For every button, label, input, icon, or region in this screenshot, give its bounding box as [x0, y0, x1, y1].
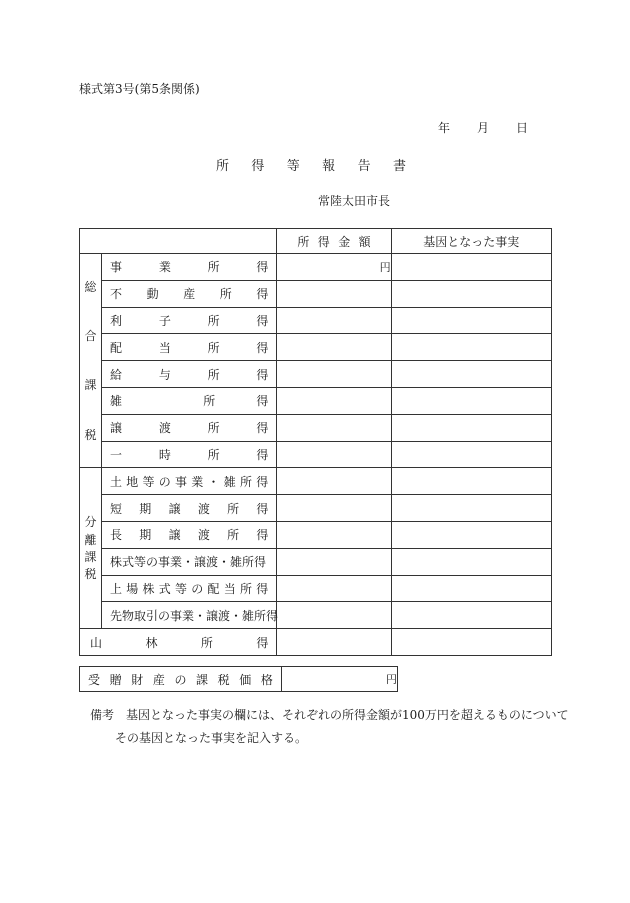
table-row	[80, 387, 552, 414]
reason-cell[interactable]	[391, 280, 551, 307]
label-char: 時	[158, 447, 171, 462]
label-char: 場	[126, 581, 139, 596]
header-char: 得	[317, 234, 330, 249]
amount-cell[interactable]	[277, 548, 391, 575]
label-char: 業	[191, 474, 204, 489]
table-row	[80, 602, 552, 629]
date-month-label: 月	[476, 121, 489, 135]
label-char: 得	[256, 581, 269, 596]
gift-value-table	[79, 666, 398, 692]
label-char: 得	[256, 447, 269, 462]
label-char: 土	[110, 474, 123, 489]
label-char: 課	[196, 672, 209, 687]
label-char: 得	[256, 635, 269, 650]
reason-cell[interactable]	[391, 548, 551, 575]
label-char: 子	[158, 313, 171, 328]
reason-cell[interactable]	[391, 387, 551, 414]
row-label	[102, 387, 277, 414]
title-char: 得	[251, 159, 265, 174]
label-char: 事	[175, 474, 188, 489]
label-char: 得	[256, 474, 269, 489]
group-char: 分	[84, 515, 97, 530]
label-char: 所	[227, 528, 240, 543]
header-reason-cell: 基因となった事実	[391, 229, 551, 254]
row-label	[102, 414, 277, 441]
label-char: 動	[146, 287, 159, 302]
gift-label	[80, 667, 282, 692]
label-char: 短	[110, 501, 123, 516]
label-char: 事	[110, 260, 123, 275]
header-amount-cell	[277, 229, 391, 254]
label-char: 渡	[197, 501, 210, 516]
amount-cell[interactable]	[277, 414, 391, 441]
row-label	[102, 280, 277, 307]
amount-cell[interactable]	[277, 334, 391, 361]
label-char: 税	[217, 672, 230, 687]
label-char: 産	[152, 672, 165, 687]
table-row	[80, 468, 552, 495]
label-char: 価	[239, 672, 252, 687]
label-char: 長	[110, 528, 123, 543]
label-text: 株式等の事業・譲渡・雑所得	[110, 555, 267, 570]
table-row	[80, 307, 552, 334]
title-char: 書	[392, 159, 406, 174]
label-char: 譲	[110, 421, 123, 436]
label-char: 不	[110, 287, 123, 302]
title-char: 等	[286, 159, 300, 174]
group-char: 総	[84, 279, 97, 294]
amount-cell[interactable]	[277, 361, 391, 388]
label-char: 山	[90, 635, 103, 650]
table-row	[80, 629, 552, 656]
label-char: 株	[142, 581, 155, 596]
row-label	[102, 575, 277, 602]
label-char: 業	[158, 260, 171, 275]
row-label	[102, 548, 277, 575]
label-char: 所	[240, 474, 253, 489]
reason-cell[interactable]	[391, 602, 551, 629]
label-char: 渡	[197, 528, 210, 543]
table-row	[80, 361, 552, 388]
title-char: 報	[322, 159, 336, 174]
label-char: 雑	[223, 474, 236, 489]
label-char: の	[174, 672, 187, 687]
row-label	[102, 307, 277, 334]
label-char: 所	[207, 447, 220, 462]
label-char: 式	[158, 581, 171, 596]
header-char: 金	[338, 234, 351, 249]
label-char: 所	[200, 635, 213, 650]
gift-amount-unit[interactable]: 円	[282, 667, 398, 692]
label-char: 譲	[168, 528, 181, 543]
label-char: 与	[158, 367, 171, 382]
label-char: 得	[256, 340, 269, 355]
reason-cell[interactable]	[391, 414, 551, 441]
label-char: 等	[142, 474, 155, 489]
label-text: 先物取引の事業・譲渡・雑所得	[110, 608, 279, 623]
label-char: 所	[207, 260, 220, 275]
row-label	[102, 361, 277, 388]
income-table	[79, 228, 552, 656]
reason-cell[interactable]	[391, 441, 551, 468]
table-row	[80, 548, 552, 575]
reason-cell[interactable]	[391, 468, 551, 495]
reason-cell[interactable]	[391, 334, 551, 361]
group-char: 課	[84, 378, 97, 393]
label-char: 地	[126, 474, 139, 489]
amount-cell[interactable]	[277, 629, 391, 656]
label-char: の	[191, 581, 204, 596]
row-label	[102, 334, 277, 361]
row-label	[102, 521, 277, 548]
row-label	[102, 602, 277, 629]
label-char: 得	[256, 287, 269, 302]
label-char: 得	[256, 501, 269, 516]
reason-cell[interactable]	[391, 521, 551, 548]
label-char: 得	[256, 260, 269, 275]
table-row	[80, 441, 552, 468]
label-char: 期	[139, 528, 152, 543]
date-day-label: 日	[515, 121, 528, 135]
label-char: 所	[207, 340, 220, 355]
title-char: 告	[357, 159, 371, 174]
remark-note	[90, 704, 569, 750]
label-char: 所	[207, 313, 220, 328]
label-char: 所	[203, 394, 216, 409]
label-char: ・	[207, 474, 220, 489]
amount-cell[interactable]	[277, 602, 391, 629]
amount-cell[interactable]	[277, 441, 391, 468]
header-blank-cell	[80, 229, 277, 254]
label-char: 得	[256, 421, 269, 436]
label-char: 配	[110, 340, 123, 355]
label-char: 格	[260, 672, 273, 687]
amount-cell[interactable]	[277, 521, 391, 548]
label-char: 当	[223, 581, 236, 596]
amount-cell[interactable]	[277, 307, 391, 334]
label-char: 財	[131, 672, 144, 687]
table-header-row	[80, 229, 552, 254]
document-title	[216, 155, 406, 174]
label-char: 産	[183, 287, 196, 302]
label-char: 所	[219, 287, 232, 302]
reason-cell[interactable]	[391, 575, 551, 602]
label-char: 得	[256, 528, 269, 543]
remark-line: 備考 基因となった事実の欄には、それぞれの所得金額が100万円を超えるものについて	[90, 708, 569, 722]
label-char: 所	[207, 421, 220, 436]
header-char: 所	[297, 234, 310, 249]
label-char: 得	[256, 367, 269, 382]
group-char: 税	[84, 427, 97, 442]
label-char: 雑	[110, 394, 123, 409]
table-row	[80, 495, 552, 522]
amount-cell[interactable]	[277, 387, 391, 414]
label-char: の	[158, 474, 171, 489]
date-line	[438, 119, 528, 136]
group-sogo-label	[80, 254, 102, 468]
row-label-sanrin	[80, 629, 277, 656]
form-number: 様式第3号(第5条関係)	[79, 82, 200, 96]
remark-line: その基因となった事実を記入する。	[115, 731, 308, 745]
amount-cell[interactable]	[277, 575, 391, 602]
label-char: 受	[88, 672, 101, 687]
label-char: 利	[110, 313, 123, 328]
label-char: 得	[256, 313, 269, 328]
label-char: 譲	[168, 501, 181, 516]
reason-cell[interactable]	[391, 307, 551, 334]
label-char: 所	[227, 501, 240, 516]
group-char: 合	[84, 329, 97, 344]
table-row	[80, 575, 552, 602]
table-row	[80, 521, 552, 548]
amount-cell[interactable]	[277, 495, 391, 522]
table-row	[80, 254, 552, 281]
label-char: 期	[139, 501, 152, 516]
recipient: 常陸太田市長	[318, 194, 391, 208]
amount-unit[interactable]: 円	[277, 254, 391, 281]
table-row	[80, 414, 552, 441]
row-label	[102, 468, 277, 495]
table-row	[80, 667, 398, 692]
label-char: 得	[256, 394, 269, 409]
label-char: 当	[158, 340, 171, 355]
header-char: 額	[358, 234, 371, 249]
row-label	[102, 495, 277, 522]
label-char: 贈	[109, 672, 122, 687]
table-row	[80, 280, 552, 307]
amount-cell[interactable]	[277, 468, 391, 495]
row-label	[102, 441, 277, 468]
group-bunri-label	[80, 468, 102, 629]
label-char: 配	[207, 581, 220, 596]
label-char: 一	[110, 447, 123, 462]
label-char: 給	[110, 367, 123, 382]
label-char: 等	[175, 581, 188, 596]
label-char: 上	[110, 581, 123, 596]
date-year-label: 年	[438, 121, 451, 135]
group-char: 課	[84, 549, 97, 564]
group-char: 税	[84, 567, 97, 582]
table-row	[80, 334, 552, 361]
label-char: 渡	[158, 421, 171, 436]
amount-cell[interactable]	[277, 280, 391, 307]
group-char: 離	[84, 532, 97, 547]
label-char: 林	[145, 635, 158, 650]
row-label	[102, 254, 277, 281]
reason-cell[interactable]	[391, 495, 551, 522]
title-char: 所	[216, 159, 230, 174]
label-char: 所	[207, 367, 220, 382]
label-char: 所	[240, 581, 253, 596]
reason-cell[interactable]	[391, 629, 551, 656]
reason-cell[interactable]	[391, 254, 551, 281]
reason-cell[interactable]	[391, 361, 551, 388]
